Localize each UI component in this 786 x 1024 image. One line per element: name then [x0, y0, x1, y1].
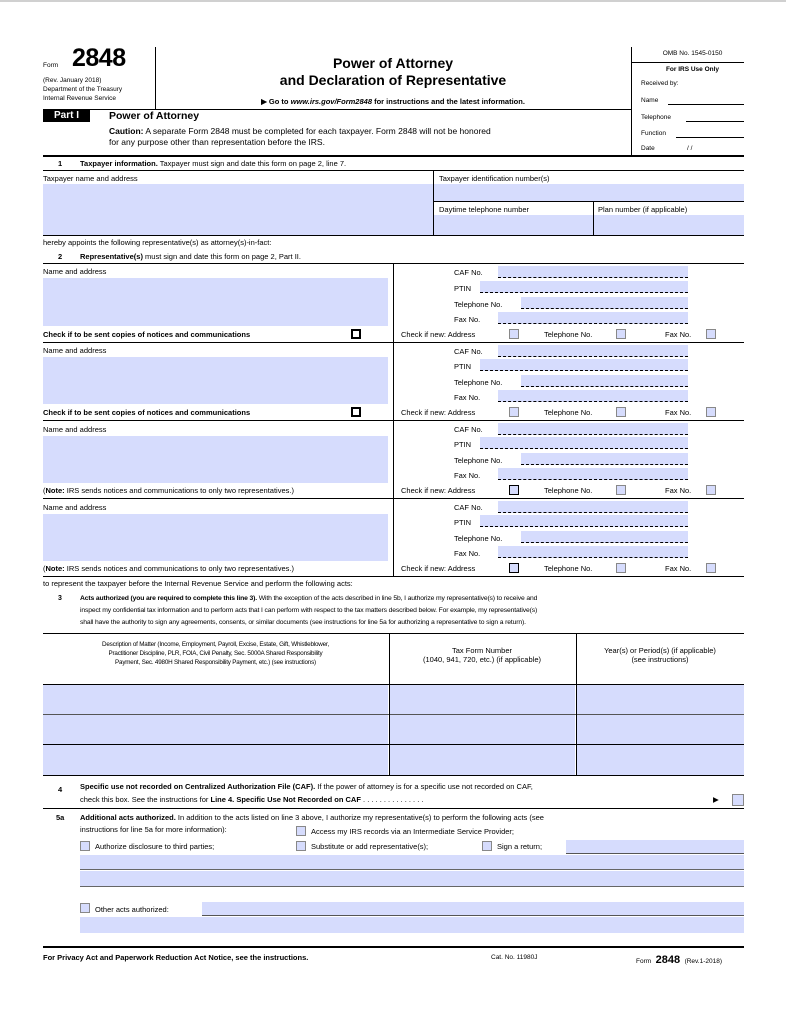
part1-badge: Part I [43, 110, 90, 122]
rep3-note-open: ( [43, 486, 46, 495]
irs-function-field[interactable] [676, 137, 744, 138]
line4-text1 [80, 782, 533, 791]
rep4-name-label: Name and address [43, 503, 107, 512]
col-form-number-header [389, 646, 575, 664]
rep3-new-tel-checkbox[interactable] [616, 485, 626, 495]
form-revision: (Rev. January 2018) [43, 77, 102, 84]
line4-text2 [80, 795, 423, 804]
form-title-line1: Power of Attorney [332, 55, 454, 71]
sign-return-field[interactable] [566, 840, 744, 854]
rep3-tel-field[interactable] [521, 453, 688, 465]
omb-number: OMB No. 1545-0150 [662, 50, 723, 57]
line2-title [80, 252, 301, 261]
form-title-line2: and Declaration of Representative [279, 72, 507, 88]
rep3-name-field[interactable] [43, 436, 388, 483]
line3-text2: inspect my confidential tax information and to perform acts that I can perform with respect to the tax matters described below. For example, my representative(s) [80, 607, 538, 614]
rep2-check-fax-label: Fax No. [665, 408, 692, 417]
line1-title [80, 159, 346, 168]
line2-bottom-rule [43, 576, 744, 577]
substitute-label: Substitute or add representative(s); [311, 842, 429, 851]
col-years-line2: (see instructions) [631, 655, 689, 664]
rep3-fax-field[interactable] [498, 468, 688, 480]
rep2-tel-label: Telephone No. [454, 378, 503, 387]
table-row-2-description[interactable] [43, 715, 388, 744]
additional-acts-line-2[interactable] [80, 871, 744, 887]
rep4-tel-label: Telephone No. [454, 534, 503, 543]
rep4-fax-label: Fax No. [454, 549, 481, 558]
irs-use-only: For IRS Use Only [665, 66, 720, 73]
rep4-note-open: ( [43, 564, 46, 573]
line4-text1-body: If the power of attorney is for a specific use not recorded on CAF, [315, 782, 533, 791]
rep1-copies-checkbox[interactable] [351, 329, 361, 339]
rep2-ptin-field[interactable] [480, 359, 688, 371]
table-divider-1 [389, 633, 390, 776]
table-divider-2 [576, 633, 577, 776]
rep4-new-fax-checkbox[interactable] [706, 563, 716, 573]
table-row-3-description[interactable] [43, 745, 388, 775]
other-acts-field[interactable] [202, 902, 744, 916]
table-row-1-description[interactable] [43, 685, 388, 714]
line5a-title: Additional acts authorized. [80, 813, 176, 822]
line3-number: 3 [58, 595, 62, 602]
rep3-new-address-checkbox[interactable] [509, 485, 519, 495]
table-row-2-years[interactable] [577, 715, 744, 744]
rep1-check-fax-label: Fax No. [665, 330, 692, 339]
goto-url[interactable]: www.irs.gov/Form2848 [290, 97, 372, 106]
plan-number-field[interactable] [594, 215, 744, 235]
rep3-note-text: IRS sends notices and communications to only two representatives.) [64, 486, 294, 495]
line5a-number: 5a [56, 813, 65, 822]
form-department: Department of the Treasury [43, 86, 123, 93]
caution-line1 [109, 126, 491, 136]
rep4-ptin-field[interactable] [480, 515, 688, 527]
footer-form-number: 2848 [655, 954, 681, 966]
rep2-new-fax-checkbox[interactable] [706, 407, 716, 417]
rep4-check-tel-label: Telephone No. [544, 564, 593, 573]
line2-text: must sign and date this form on page 2, Part II. [142, 252, 301, 261]
rep1-copies-label: Check if to be sent copies of notices and communications [43, 330, 251, 339]
col-description-header [43, 640, 388, 667]
disclosure-label: Authorize disclosure to third parties; [95, 842, 215, 851]
rep1-check-new-address-label: Check if new: Address [401, 330, 476, 339]
rep4-ptin-label: PTIN [454, 518, 472, 527]
rep4-check-new-address-label: Check if new: Address [401, 564, 476, 573]
caution-line2: for any purpose other than representation before the IRS. [109, 137, 325, 147]
goto-suffix: for instructions and the latest information. [372, 97, 525, 106]
rep1-tel-field[interactable] [521, 297, 688, 309]
tin-field[interactable] [434, 184, 744, 201]
other-acts-checkbox[interactable] [80, 903, 90, 913]
daytime-phone-field[interactable] [434, 215, 593, 235]
col-description-line2: Practitioner Discipline, PLR, FOIA, Civil Penalty, Sec. 5000A Shared Responsibility [108, 650, 323, 657]
rep2-new-tel-checkbox[interactable] [616, 407, 626, 417]
line5a-text1 [80, 813, 544, 822]
caution-label: Caution: [109, 126, 144, 136]
header-divider-right [631, 47, 632, 155]
irs-telephone-field[interactable] [686, 121, 744, 122]
line3-text1-body: With the exception of the acts described in line 5b, I authorize my representative(s) to receive and [256, 595, 538, 602]
line1-number: 1 [58, 159, 63, 168]
rep4-name-field[interactable] [43, 514, 388, 561]
rep3-fax-label: Fax No. [454, 471, 481, 480]
rep2-caf-field[interactable] [498, 345, 688, 357]
rep3-tel-label: Telephone No. [454, 456, 503, 465]
rep3-caf-field[interactable] [498, 423, 688, 435]
line4-checkbox[interactable] [732, 794, 744, 806]
rep2-name-label: Name and address [43, 346, 107, 355]
line2-divider [393, 263, 394, 576]
line3-title: Acts authorized (you are required to complete this line 3). [80, 595, 257, 602]
footer-form-word: Form [636, 958, 652, 965]
plan-number-label: Plan number (if applicable) [598, 205, 688, 214]
line2-title-bold: Representative(s) [80, 252, 143, 261]
rep1-new-address-checkbox[interactable] [509, 329, 519, 339]
rep1-name-field[interactable] [43, 278, 388, 326]
col-description-line1: Description of Matter (Income, Employment, Payroll, Excise, Estate, Gift, Whistleblower, [101, 641, 329, 648]
page-top-border [0, 0, 786, 2]
form-word: Form [43, 62, 59, 69]
rep4-new-tel-checkbox[interactable] [616, 563, 626, 573]
other-acts-line-2[interactable] [80, 917, 744, 933]
caution-text: A separate Form 2848 must be completed for each taxpayer. Form 2848 will not be honored [143, 126, 491, 136]
rep1-ptin-label: PTIN [454, 284, 472, 293]
rep1-new-fax-checkbox[interactable] [706, 329, 716, 339]
access-isp-label: Access my IRS records via an Intermediate Service Provider; [311, 827, 514, 836]
rep4-note-text: IRS sends notices and communications to only two representatives.) [64, 564, 294, 573]
disclosure-checkbox[interactable] [80, 841, 90, 851]
line5a-text2: instructions for line 5a for more information): [80, 825, 227, 834]
form-number: 2848 [72, 44, 126, 72]
catalog-number: Cat. No. 11980J [491, 954, 538, 961]
tin-label: Taxpayer identification number(s) [439, 174, 550, 183]
rep3-check-new-address-label: Check if new: Address [401, 486, 476, 495]
appoints-text: hereby appoints the following representative(s) as attorney(s)-in-fact: [43, 238, 272, 247]
line1-title-bold: Taxpayer information. [80, 159, 158, 168]
line1-header [58, 159, 62, 168]
sign-return-label: Sign a return; [497, 842, 543, 851]
rep4-new-address-checkbox[interactable] [509, 563, 519, 573]
line4-leader-dots: . . . . . . . . . . . . . . . [360, 795, 424, 804]
line4-arrow-icon: ▶ [713, 795, 719, 804]
footer-form-id [636, 950, 722, 968]
rep1-fax-field[interactable] [498, 312, 688, 324]
rep3-note-bold: Note: [45, 486, 65, 495]
rep1-caf-field[interactable] [498, 266, 688, 278]
footer-form-rev: (Rev.1-2018) [684, 958, 723, 965]
line3-text3: shall have the authority to sign any agreements, consents, or similar documents (see instructions for line 5a for authorizing a representative to sign a return). [80, 619, 526, 626]
rep1-name-label: Name and address [43, 267, 107, 276]
col-description-line3: Payment, Sec. 4980H Shared Responsibility Payment, etc.) (see instructions) [115, 659, 316, 666]
rep1-tel-label: Telephone No. [454, 300, 503, 309]
irs-name-field[interactable] [668, 104, 744, 105]
col-years-line1: Year(s) or Period(s) (if applicable) [604, 646, 716, 655]
daytime-phone-label: Daytime telephone number [439, 205, 530, 214]
line4-title: Specific use not recorded on Centralized Authorization File (CAF). [80, 782, 316, 791]
taxpayer-name-label: Taxpayer name and address [43, 174, 138, 183]
rep2-caf-label: CAF No. [454, 347, 483, 356]
line3-text1 [80, 594, 537, 603]
rep4-check-fax-label: Fax No. [665, 564, 692, 573]
rep3-ptin-field[interactable] [480, 437, 688, 449]
irs-telephone-label: Telephone [641, 114, 671, 121]
table-row-2-form-number[interactable] [390, 715, 575, 744]
rep2-copies-checkbox[interactable] [351, 407, 361, 417]
table-row-3-form-number[interactable] [390, 745, 575, 775]
omb-rule [631, 62, 744, 63]
irs-date-label: Date [641, 145, 655, 152]
rep3-note [43, 486, 294, 495]
tin-rule [433, 201, 744, 202]
rep1-caf-label: CAF No. [454, 268, 483, 277]
rep4-fax-field[interactable] [498, 546, 688, 558]
access-isp-checkbox[interactable] [296, 826, 306, 836]
table-row-1-form-number[interactable] [390, 685, 575, 714]
form-agency: Internal Revenue Service [43, 95, 116, 102]
line1-bottom-rule [43, 235, 744, 236]
line1-text: Taxpayer must sign and date this form on page 2, line 7. [157, 159, 347, 168]
line2-number: 2 [58, 252, 63, 261]
rep3-name-label: Name and address [43, 425, 107, 434]
col-years-header [576, 646, 744, 664]
other-acts-label: Other acts authorized: [95, 905, 169, 914]
goto-prefix: ▶ Go to [261, 97, 291, 106]
rep4-tel-field[interactable] [521, 531, 688, 543]
rep3-caf-label: CAF No. [454, 425, 483, 434]
additional-acts-line-1[interactable] [80, 855, 744, 870]
line4-text2-bold: Line 4. Specific Use Not Recorded on CAF [210, 795, 361, 804]
rep2-check-new-address-label: Check if new: Address [401, 408, 476, 417]
table-row-3-years[interactable] [577, 745, 744, 775]
rep2-new-address-checkbox[interactable] [509, 407, 519, 417]
irs-name-label: Name [641, 97, 659, 104]
line4-rule [43, 808, 744, 809]
rep1-new-tel-checkbox[interactable] [616, 329, 626, 339]
line4-text2-body: check this box. See the instructions for [80, 795, 211, 804]
taxpayer-name-field[interactable] [43, 184, 433, 235]
rep1-ptin-field[interactable] [480, 281, 688, 293]
rep4-caf-label: CAF No. [454, 503, 483, 512]
line3-rule [43, 633, 744, 634]
irs-date-field[interactable]: / / [687, 145, 693, 152]
rep3-check-fax-label: Fax No. [665, 486, 692, 495]
col-form-number-line2: (1040, 941, 720, etc.) (if applicable) [423, 655, 541, 664]
represent-text: to represent the taxpayer before the Internal Revenue Service and perform the following acts: [43, 579, 353, 588]
goto-instructions [155, 97, 631, 106]
rep2-fax-label: Fax No. [454, 393, 481, 402]
irs-function-label: Function [641, 130, 666, 137]
line4-number: 4 [58, 785, 63, 794]
part1-title: Power of Attorney [109, 110, 200, 122]
line1-rule [43, 170, 744, 171]
table-bottom-rule [43, 775, 744, 776]
substitute-checkbox[interactable] [296, 841, 306, 851]
rep3-check-tel-label: Telephone No. [544, 486, 593, 495]
rep1-check-tel-label: Telephone No. [544, 330, 593, 339]
table-row-1-years[interactable] [577, 685, 744, 714]
rep4-note [43, 564, 294, 573]
received-by: Received by: [641, 80, 679, 87]
rep2-copies-label: Check if to be sent copies of notices and communications [43, 408, 251, 417]
rep2-tel-field[interactable] [521, 375, 688, 387]
rep2-ptin-label: PTIN [454, 362, 472, 371]
line5a-text1-body: In addition to the acts listed on line 3 above, I authorize my representative(s) to perform the following acts (see [175, 813, 544, 822]
footer-rule [43, 946, 744, 948]
rep2-check-tel-label: Telephone No. [544, 408, 593, 417]
rep3-new-fax-checkbox[interactable] [706, 485, 716, 495]
col-form-number-line1: Tax Form Number [451, 646, 512, 655]
rep4-note-bold: Note: [45, 564, 65, 573]
rep2-fax-field[interactable] [498, 390, 688, 402]
rep1-fax-label: Fax No. [454, 315, 481, 324]
rep3-ptin-label: PTIN [454, 440, 472, 449]
part1-rule [43, 155, 744, 157]
rep4-caf-field[interactable] [498, 501, 688, 513]
privacy-notice: For Privacy Act and Paperwork Reduction Act Notice, see the instructions. [43, 953, 309, 962]
sign-return-checkbox[interactable] [482, 841, 492, 851]
rep2-name-field[interactable] [43, 357, 388, 404]
